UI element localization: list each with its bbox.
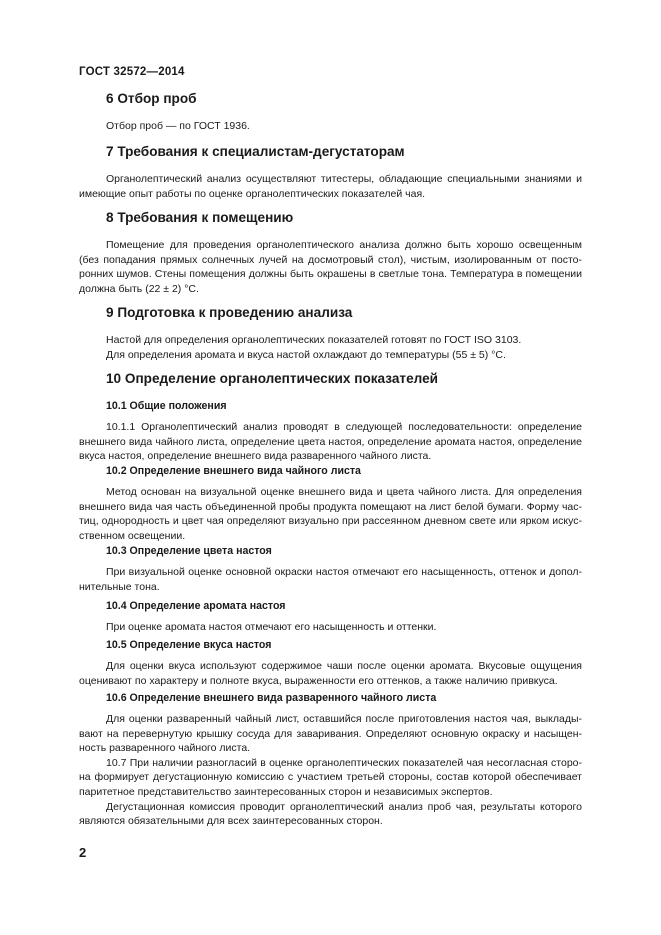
- section-6-title: 6 Отбор проб: [106, 91, 197, 106]
- text-line: Метод основан на визуальной оценке внешнего вида и цвета чайного листа. Для определения: [106, 486, 582, 498]
- document-header: ГОСТ 32572—2014: [79, 66, 185, 78]
- section-10-title: 10 Определение органолептических показателей: [106, 371, 439, 386]
- text-line: Настой для определения органолептических показателей готовят по ГОСТ ISO 3103.: [106, 334, 522, 346]
- text-line: 10.1.1 Органолептический анализ проводят в следующей последовательности: определение: [106, 421, 582, 433]
- text-line: ронних шумов. Стены помещения должны быть окрашены в светлые тона. Температура в помещении: [79, 268, 582, 281]
- text-line: Отбор проб — по ГОСТ 1936.: [106, 120, 250, 132]
- text-line: должна быть (22 ± 2) °С.: [79, 282, 199, 295]
- subsection-10-3-title: 10.3 Определение цвета настоя: [106, 545, 272, 557]
- text-line: Помещение для проведения органолептического анализа должно быть хорошо освещенным: [106, 239, 582, 251]
- text-line: При визуальной оценке основной окраски настоя отмечают его насыщенность, оттенок и допол-: [106, 566, 582, 578]
- text-line: Дегустационная комиссия проводит органолептический анализ проб чая, результаты которого: [106, 800, 582, 813]
- subsection-10-4-title: 10.4 Определение аромата настоя: [106, 600, 286, 612]
- text-line: 10.7 При наличии разногласий в оценке органолептических показателей чая несогласная сторо-: [106, 756, 582, 769]
- text-line: Для оценки вкуса используют содержимое чаши после оценки аромата. Вкусовые ощущения: [106, 660, 582, 672]
- text-line: ность разваренного чайного листа.: [79, 742, 251, 755]
- subsection-10-3-text: [79, 565, 582, 594]
- subsection-10-1-title: 10.1 Общие положения: [106, 400, 227, 412]
- subsection-10-5-text: [79, 659, 582, 688]
- text-line: Для определения аромата и вкуса настой охлаждают до температуры (55 ± 5) °С.: [106, 348, 506, 361]
- text-line: на формирует дегустационную комиссию с участием третьей стороны, состав которой обеспечивает: [79, 771, 582, 784]
- text-line: внешнего вида чайного листа, определение цвета настоя, определение аромата настоя, определение: [79, 435, 582, 448]
- section-8-text: [79, 238, 582, 296]
- subsection-10-4-text: [79, 620, 582, 635]
- text-line: вкуса настоя, определение внешнего вида разваренного чайного листа.: [79, 450, 432, 463]
- text-line: Для оценки разваренный чайный лист, оставшийся после приготовления настоя чая, выклады-: [106, 713, 582, 725]
- text-line: (без попадания прямых солнечных лучей на досмотровый стол), чистым, изолированным от посто-: [79, 253, 582, 266]
- text-line: оценивают по характеру и полноте вкуса, выраженности его оттенков, а также наличию привкуса.: [79, 674, 558, 687]
- text-line: тиц, однородность и цвет чая определяют визуально при рассеянном дневном свете или ярком искус-: [79, 515, 582, 528]
- section-7-title: 7 Требования к специалистам-дегустаторам: [106, 144, 405, 159]
- subsection-10-6-text: [79, 712, 582, 829]
- text-line: паритетное представительство заинтересованных сторон и независимых экспертов.: [79, 785, 493, 798]
- subsection-10-1-text: [79, 420, 582, 464]
- text-line: Органолептический анализ осуществляют титестеры, обладающие специальными знаниями и: [106, 173, 582, 185]
- subsection-10-2-title: 10.2 Определение внешнего вида чайного листа: [106, 465, 361, 477]
- section-7-text: [79, 172, 582, 201]
- text-line: ственном освещении.: [79, 529, 186, 542]
- section-9-text: [79, 333, 582, 362]
- text-line: вают на перевернутую крышку сосуда для заваривания. Определяют основную окраску и насыщен-: [79, 727, 582, 740]
- subsection-10-6-title: 10.6 Определение внешнего вида разваренного чайного листа: [106, 692, 437, 704]
- text-line: имеющие опыт работы по оценке органолептических показателей чая.: [79, 187, 426, 200]
- text-line: внешнего вида чая часть объединенной пробы продукта помещают на лист белой бумаги. Форму час-: [79, 500, 582, 513]
- subsection-10-5-title: 10.5 Определение вкуса настоя: [106, 639, 272, 651]
- section-8-title: 8 Требования к помещению: [106, 210, 294, 225]
- text-line: нительные тона.: [79, 580, 160, 593]
- subsection-10-2-text: [79, 485, 582, 543]
- text-line: являются обязательными для всех заинтересованных сторон.: [79, 815, 383, 828]
- section-6-text: [79, 119, 582, 134]
- section-9-title: 9 Подготовка к проведению анализа: [106, 305, 353, 320]
- text-line: При оценке аромата настоя отмечают его насыщенность и оттенки.: [106, 621, 437, 633]
- page-number: 2: [79, 845, 87, 860]
